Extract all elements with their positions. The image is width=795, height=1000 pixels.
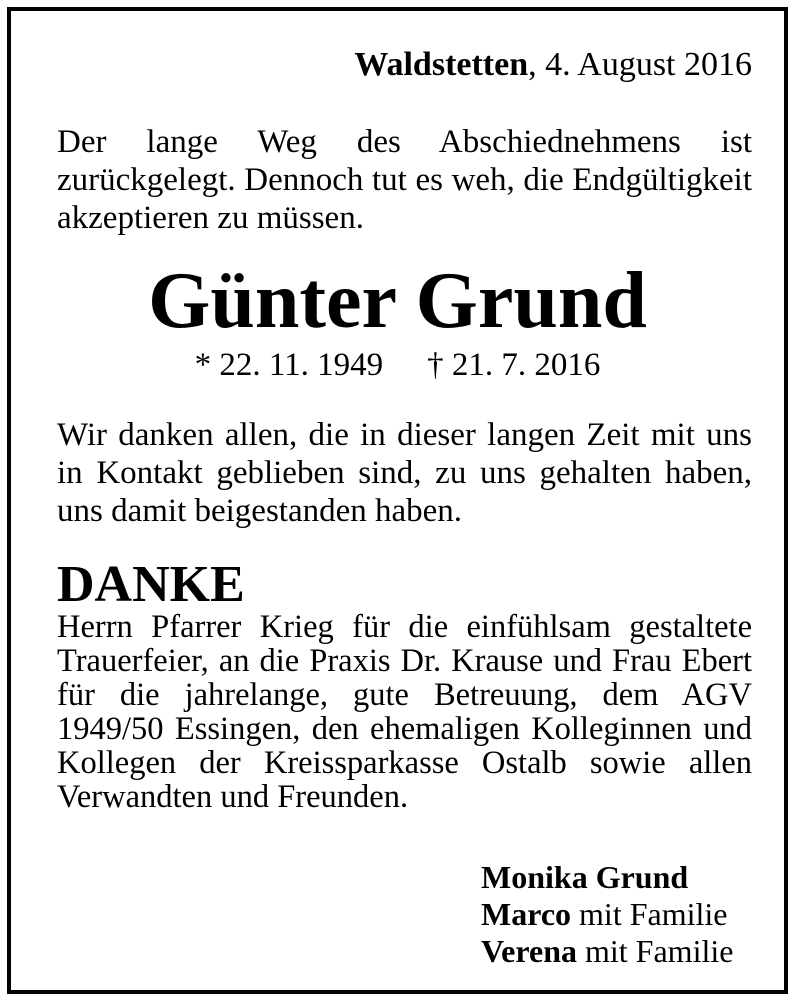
deceased-name: Günter Grund — [148, 257, 647, 345]
birth-date: * 22. 11. 1949 — [194, 347, 384, 383]
signature-line — [481, 859, 733, 896]
thanks-paragraph: Wir danken allen, die in dieser langen Zeit mit uns in Kontakt geblieben sind, zu uns gehalten haben, uns damit beigestanden haben. — [57, 417, 752, 529]
death-date: † 21. 7. 2016 — [427, 347, 601, 383]
signature-name: Verena — [481, 933, 577, 969]
signature-line — [481, 933, 733, 970]
date: , 4. August 2016 — [528, 46, 752, 83]
signature-suffix: mit Familie — [571, 896, 728, 932]
signature-line — [481, 896, 733, 933]
place: Waldstetten — [354, 46, 529, 83]
danke-paragraph: Herrn Pfarrer Krieg für die einfühlsam gestaltete Trauerfeier, an die Praxis Dr. Krause und Frau Ebert für die jahrelange, gute Betreuung, dem AGV 1949/50 Essingen, den ehemaligen Kolleginnen und Kollegen der Kreissparkasse Ostalb sowie allen Verwandten und Freunden. — [57, 609, 752, 815]
obituary-frame — [7, 7, 788, 994]
signature-name: Monika Grund — [481, 859, 689, 895]
signature-name: Marco — [481, 896, 572, 932]
place-date-line — [354, 45, 752, 85]
life-dates — [11, 345, 784, 385]
signatures — [481, 859, 733, 970]
intro-paragraph: Der lange Weg des Abschiednehmens ist zurückgelegt. Dennoch tut es weh, die Endgültigkeit akzeptieren zu müssen. — [57, 124, 752, 236]
danke-heading: DANKE — [57, 556, 245, 613]
signature-suffix: mit Familie — [577, 933, 734, 969]
